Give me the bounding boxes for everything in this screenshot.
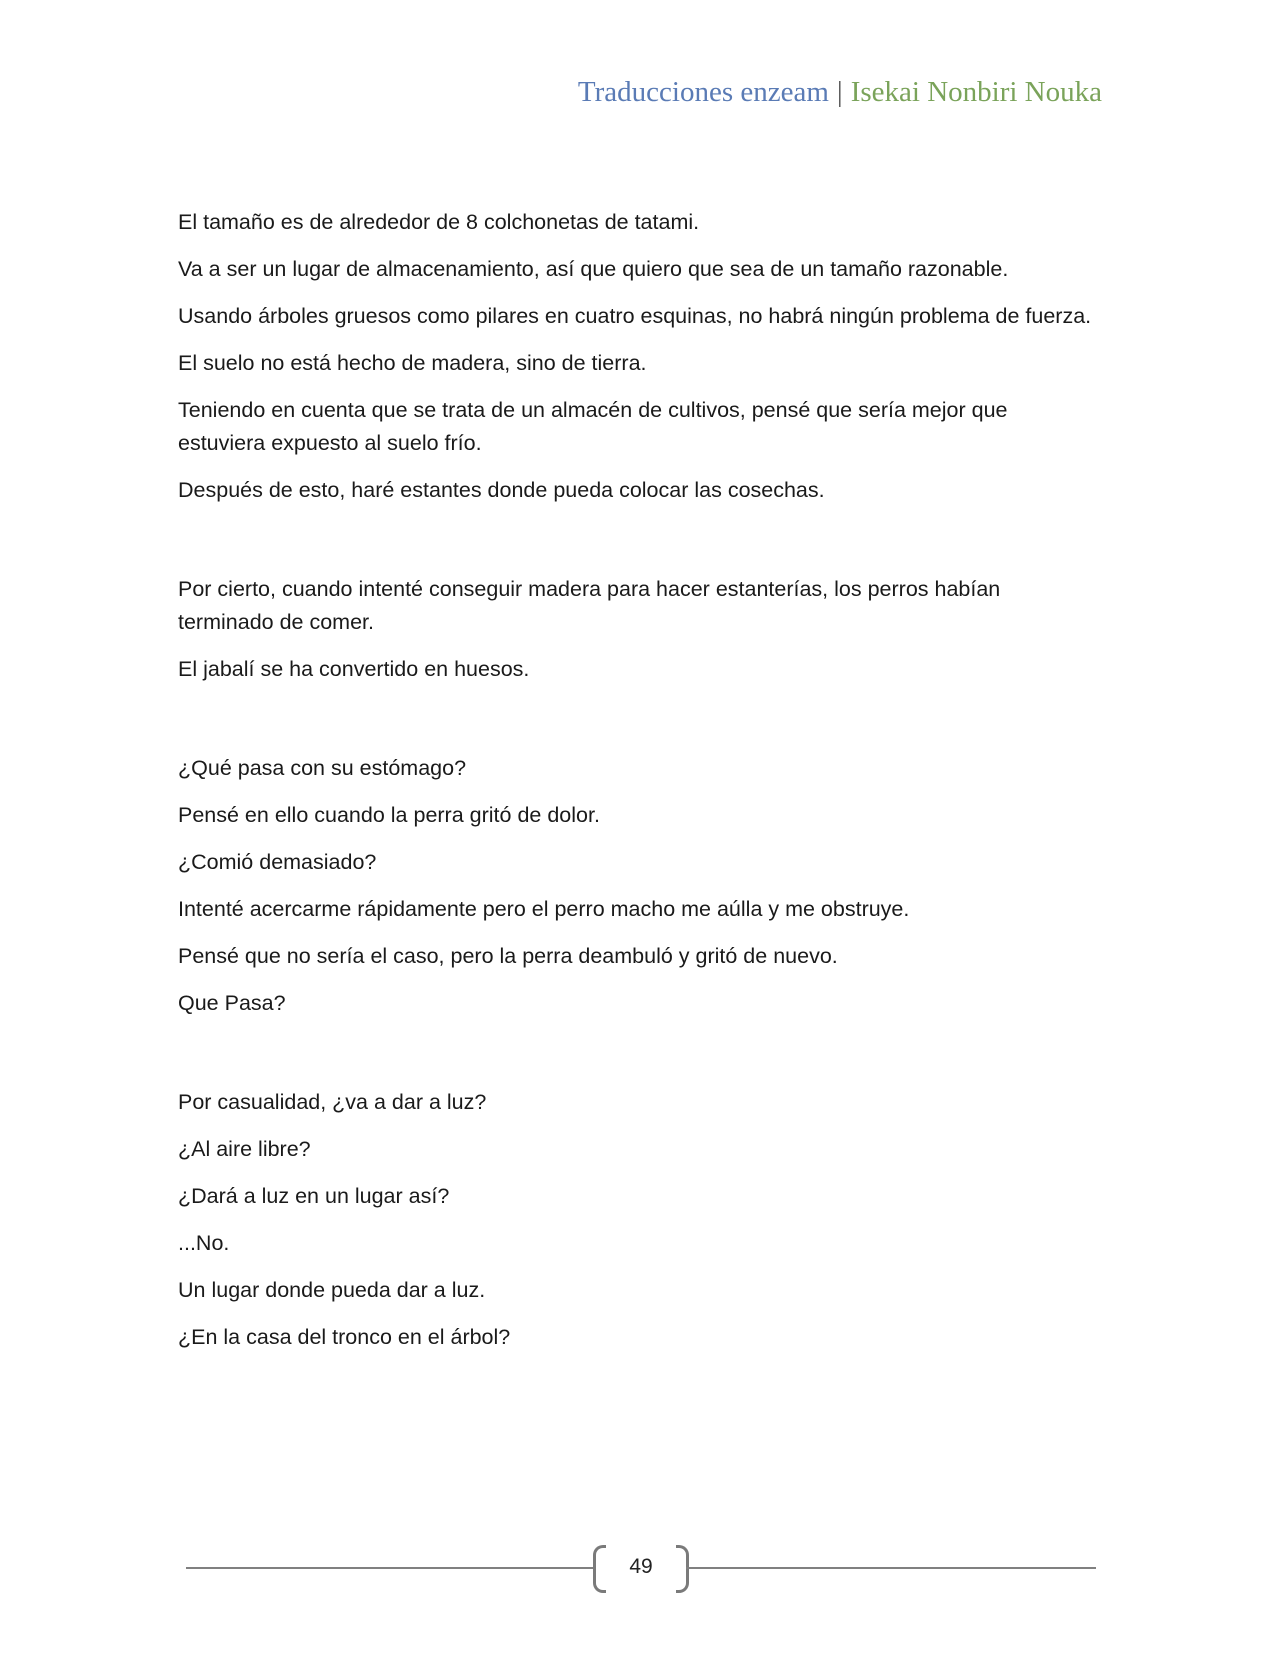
paragraph: Pensé en ello cuando la perra gritó de dolor. — [178, 803, 600, 827]
paragraph: El suelo no está hecho de madera, sino de tierra. — [178, 351, 647, 375]
paragraph: Por casualidad, ¿va a dar a luz? — [178, 1090, 487, 1114]
footer-bracket-right — [676, 1545, 689, 1593]
paragraph: Pensé que no sería el caso, pero la perra deambuló y gritó de nuevo. — [178, 944, 838, 968]
paragraph: ¿Dará a luz en un lugar así? — [178, 1184, 450, 1208]
paragraph: ¿En la casa del tronco en el árbol? — [178, 1325, 511, 1349]
header-title: Isekai Nonbiri Nouka — [850, 76, 1102, 108]
paragraph: Va a ser un lugar de almacenamiento, así que quiero que sea de un tamaño razonable. — [178, 257, 1009, 281]
section-gap — [178, 700, 1098, 752]
paragraph: ...No. — [178, 1231, 230, 1255]
paragraph: Por cierto, cuando intenté conseguir madera para hacer estanterías, los perros habían terminado de comer. — [178, 577, 1001, 634]
paragraph: Que Pasa? — [178, 991, 286, 1015]
page-number: 49 — [629, 1555, 653, 1578]
header-series: Traducciones enzeam — [577, 76, 829, 108]
paragraph: ¿Qué pasa con su estómago? — [178, 756, 467, 780]
paragraph: ¿Comió demasiado? — [178, 850, 377, 874]
paragraph: Un lugar donde pueda dar a luz. — [178, 1278, 486, 1302]
paragraph: El jabalí se ha convertido en huesos. — [178, 657, 530, 681]
page-footer — [186, 1540, 1096, 1596]
section-gap — [178, 1034, 1098, 1086]
footer-rule-right — [686, 1567, 1096, 1569]
paragraph: Teniendo en cuenta que se trata de un almacén de cultivos, pensé que sería mejor que estuviera expuesto al suelo frío. — [178, 398, 1008, 455]
page-body — [178, 206, 1098, 1368]
paragraph: El tamaño es de alrededor de 8 colchonetas de tatami. — [178, 210, 700, 234]
paragraph: Intenté acercarme rápidamente pero el perro macho me aúlla y me obstruye. — [178, 897, 910, 921]
running-header — [578, 72, 1102, 112]
section-gap — [178, 521, 1098, 573]
paragraph: ¿Al aire libre? — [178, 1137, 311, 1161]
paragraph: Usando árboles gruesos como pilares en cuatro esquinas, no habrá ningún problema de fuerza. — [178, 304, 1092, 328]
header-separator: | — [836, 76, 843, 108]
paragraph: Después de esto, haré estantes donde pueda colocar las cosechas. — [178, 478, 825, 502]
